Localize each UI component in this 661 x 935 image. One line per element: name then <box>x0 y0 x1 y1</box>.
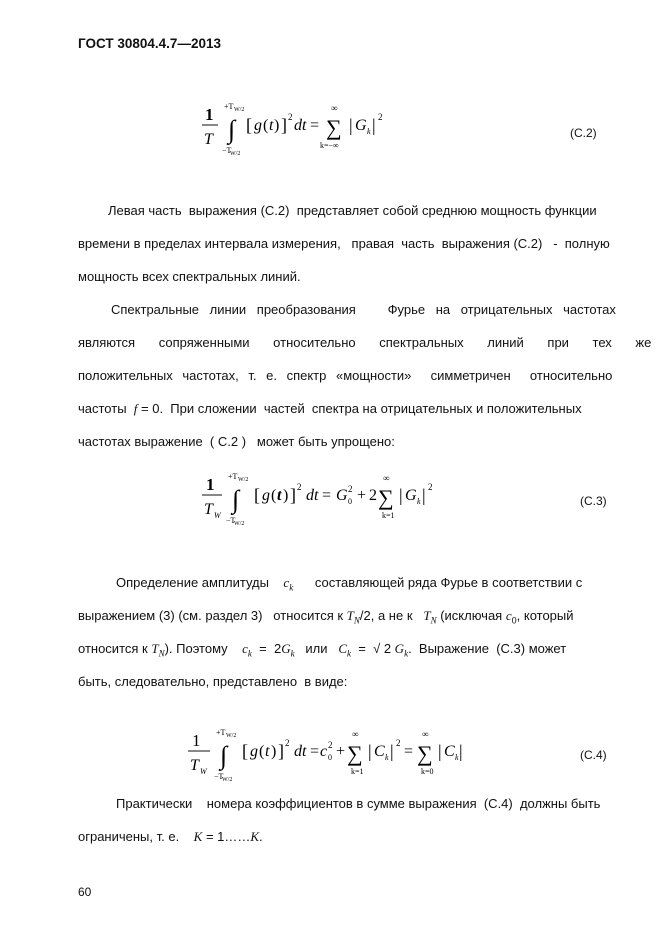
svg-text:W: W <box>200 767 207 776</box>
svg-text:|: | <box>390 741 394 761</box>
svg-text:dt: dt <box>306 487 319 504</box>
svg-text:dt: dt <box>294 743 307 760</box>
svg-text:]: ] <box>278 741 284 761</box>
svg-text:G: G <box>336 487 348 504</box>
svg-text:k: k <box>455 753 459 762</box>
svg-text:1: 1 <box>192 731 201 750</box>
svg-text:k: k <box>367 127 371 136</box>
svg-text:W/2: W/2 <box>226 733 237 739</box>
svg-text:∞: ∞ <box>422 729 429 739</box>
svg-text:−T: −T <box>214 772 224 781</box>
svg-text:∫: ∫ <box>220 741 228 770</box>
svg-text:k: k <box>417 497 421 506</box>
svg-text:0: 0 <box>348 497 352 506</box>
svg-text:1: 1 <box>206 475 215 494</box>
svg-text:0: 0 <box>328 753 332 762</box>
svg-text:2: 2 <box>428 482 433 492</box>
svg-text:[: [ <box>254 485 260 505</box>
svg-text:T: T <box>190 757 199 774</box>
svg-text:|: | <box>459 741 463 761</box>
svg-text:|: | <box>438 741 442 761</box>
svg-text:∞: ∞ <box>331 103 338 113</box>
svg-text:k=1: k=1 <box>382 511 395 520</box>
svg-text:t: t <box>265 743 270 760</box>
svg-text:=: = <box>404 743 414 760</box>
svg-text:W/2: W/2 <box>222 777 233 783</box>
formula-c3 <box>200 468 450 533</box>
page-number: 60 <box>78 885 92 899</box>
svg-text:]: ] <box>281 115 287 135</box>
svg-text:G: G <box>355 117 367 134</box>
svg-text:∑: ∑ <box>347 741 363 766</box>
svg-text:T: T <box>204 501 213 518</box>
svg-text:W/2: W/2 <box>230 151 241 157</box>
svg-text:=: = <box>322 487 332 504</box>
svg-text:−T: −T <box>226 516 236 525</box>
svg-text:): ) <box>274 117 280 134</box>
paragraph-4: Практически номера коэффициентов в сумме выражения (С.4) должны быть ограничены, т. е. K = 1……K. <box>78 796 601 844</box>
svg-text:(: ( <box>271 487 277 504</box>
svg-text:k: k <box>385 753 389 762</box>
svg-text:|: | <box>399 485 403 505</box>
svg-text:2: 2 <box>369 487 377 504</box>
svg-text:g: g <box>254 117 262 134</box>
svg-text:−T: −T <box>222 146 232 155</box>
svg-text:t: t <box>269 117 274 134</box>
svg-text:∑: ∑ <box>417 741 433 766</box>
svg-text:): ) <box>283 487 289 504</box>
svg-text:[: [ <box>242 741 248 761</box>
svg-text:W/2: W/2 <box>234 521 245 527</box>
svg-text:∞: ∞ <box>352 729 359 739</box>
svg-text:W/2: W/2 <box>238 477 249 483</box>
svg-text:∑: ∑ <box>326 115 342 140</box>
paragraph-1: Левая часть выражения (С.2) представляет собой среднюю мощность функции времени в пределах интервала измерения, правая часть выражения (С.2) - полную мощность всех спектральных линий. <box>78 203 610 284</box>
svg-text:2: 2 <box>378 112 383 122</box>
svg-text:C: C <box>444 743 455 760</box>
svg-text:=: = <box>310 117 320 134</box>
document-header: ГОСТ 30804.4.7—2013 <box>78 36 221 51</box>
svg-text:2: 2 <box>348 484 353 494</box>
svg-text:k=1: k=1 <box>351 767 364 776</box>
svg-text:G: G <box>405 487 417 504</box>
svg-text:∫: ∫ <box>232 485 240 514</box>
svg-text:+: + <box>357 487 367 504</box>
svg-text:2: 2 <box>288 112 293 122</box>
svg-text:[: [ <box>246 115 252 135</box>
svg-text:+T: +T <box>228 472 238 481</box>
svg-text:|: | <box>368 741 372 761</box>
svg-text:T: T <box>204 131 213 148</box>
svg-text:2: 2 <box>297 482 302 492</box>
svg-text:|: | <box>422 485 426 505</box>
svg-text:2: 2 <box>328 740 333 750</box>
svg-text:]: ] <box>290 485 296 505</box>
equation-number-c4: (C.4) <box>580 748 607 762</box>
svg-text:2: 2 <box>285 738 290 748</box>
equation-number-c3: (C.3) <box>580 494 607 508</box>
equation-number-c2: (C.2) <box>570 126 597 140</box>
svg-text:∞: ∞ <box>383 473 390 483</box>
svg-text:W/2: W/2 <box>234 107 245 113</box>
svg-text:1: 1 <box>205 105 214 124</box>
svg-text:∫: ∫ <box>228 115 236 144</box>
svg-text:∑: ∑ <box>378 485 394 510</box>
formula-c2 <box>200 98 400 163</box>
svg-text:dt: dt <box>294 117 307 134</box>
svg-text:W: W <box>214 511 221 520</box>
svg-text:(: ( <box>263 117 269 134</box>
svg-text:C: C <box>374 743 385 760</box>
svg-text:g: g <box>262 487 270 504</box>
svg-text:|: | <box>349 115 353 135</box>
svg-text:): ) <box>271 743 277 760</box>
svg-text:|: | <box>372 115 376 135</box>
svg-text:2: 2 <box>396 738 401 748</box>
svg-text:c: c <box>320 743 328 760</box>
svg-text:=: = <box>310 743 320 760</box>
svg-text:k=−∞: k=−∞ <box>320 141 339 150</box>
svg-text:+: + <box>336 743 346 760</box>
svg-text:+T: +T <box>224 102 234 111</box>
svg-text:g: g <box>250 743 258 760</box>
svg-text:+T: +T <box>216 728 226 737</box>
svg-text:k=0: k=0 <box>421 767 434 776</box>
svg-text:(: ( <box>259 743 265 760</box>
svg-text:t: t <box>277 487 282 504</box>
paragraph-2: Спектральные линии преобразования Фурье на отрицательных частотах являются сопряженными относительно спектральных линий при тех же положительных частотах, т. е. спектр «мощности» симметричен относительно частоты f = 0. При сложении частей спектра на отрицательных и положительных частотах выражение ( С.2 ) может быть упрощено: <box>78 302 652 449</box>
formula-c4 <box>186 724 466 789</box>
paragraph-3: Определение амплитуды $c_k$ составляющей ряда Фурье в соответствии с выражением (3) (см. раздел 3) относится к $T_N/2$, а не к $T_N$ (исключая $c_0$, который относится к $T_N$). Поэтому $c_k = 2G_k$ или $C_k$ = √ 2 $G_k$. Выражение (С.3) может быть, следовательно, представлено в виде: <box>78 575 583 689</box>
